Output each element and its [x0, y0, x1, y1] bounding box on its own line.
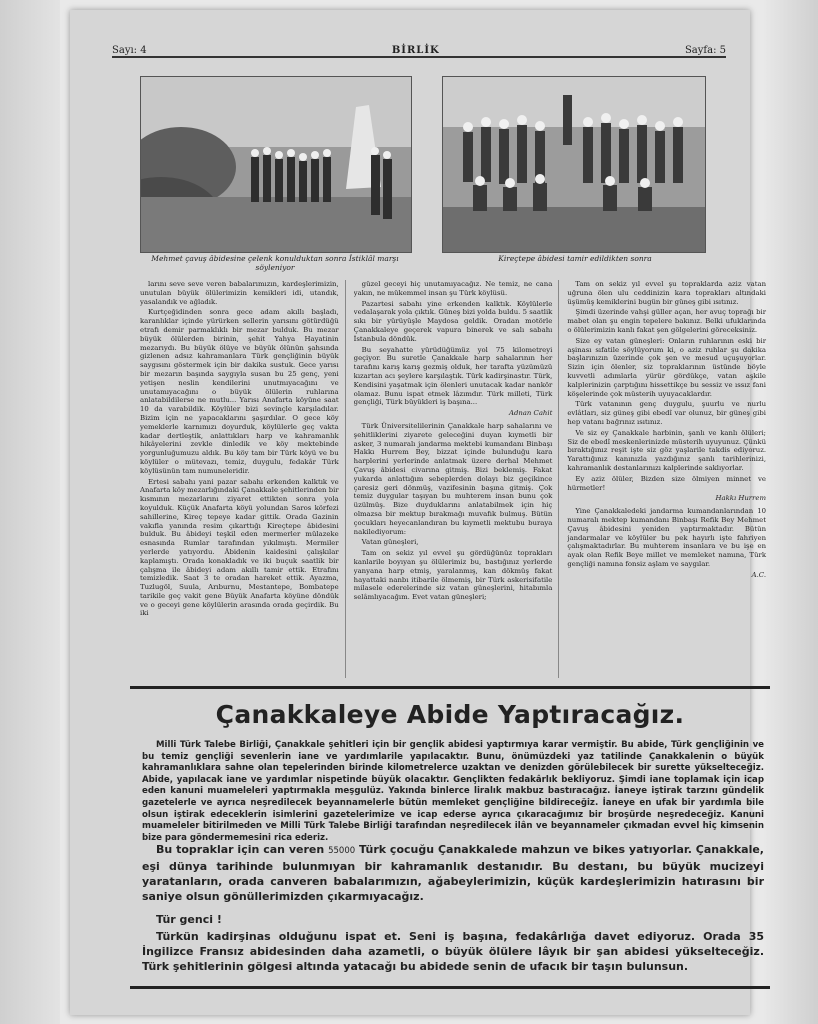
- article-column-1: [140, 280, 346, 678]
- article-column-2: [354, 280, 560, 678]
- photo-monument-ceremony: [140, 76, 412, 253]
- letter-signature: Hakkı Hurrem: [715, 494, 767, 503]
- paragraph: Vatan güneşleri,: [361, 538, 419, 547]
- article-columns: [140, 280, 772, 678]
- photo-caption-left: Mehmet çavuş âbidesine çelenk konulduktan sonra İstiklâl marşı söyleniyor: [151, 254, 399, 272]
- divider-bottom: [130, 986, 770, 989]
- divider-top: [130, 686, 770, 689]
- announcement-headline: Çanakkaleye Abide Yaptıracağız.: [215, 700, 685, 729]
- photo-caption-right: Kireçtepe âbidesi tamir edildikten sonra: [498, 254, 652, 263]
- left-margin-background: [0, 0, 60, 1024]
- paragraph: larını seve seve veren babalarımızın, kardeşlerimizin, unutulan büyük ölülerimizin kemikleri idi, utandık, yasalandık ve ağladık.: [140, 280, 339, 306]
- martyr-count: 55000: [328, 846, 356, 856]
- paragraph: Ertesi sabahı yani pazar sabahı erkenden kalktık ve Anafarta köy mezarlığındaki Çanakkale şehitlerinden bir kısmının mezarlarını ziyaret ettikten sonra yola koyulduk. Küçük Anafarta köyü yolundan Saros körfezi sahillerine, Kireç tepeye kadar gittik. Orada Gazinin vakıfla yanında resim çıkarttığı Kireçtepe âbidesini bulduk. Bu âbideyi teşkil eden mermerler mülazeke esnasında Rumlar tarafından yıkılmıştı. Mermiler yerlerde yatıyordu. Âbidenin kaidesini çalışkılar kaplamıştı. Orada konakladık ve iki buçuk saatlik bir çalışma ile âbideyi adam akıllı tamir ettik. Etrafını temizledik. Saat 3 te oradan hareket ettik. Ayazma, Tuzlugöl, Suula, Arıburnu, Mestantepe, Bombatepe tarikile geç vakit gene Büyük Anafarta köyüne döndük ve o geceyi gene köylülerin arasında orada geçirdik. Bu iki: [140, 477, 339, 618]
- article-column-3: [567, 280, 772, 678]
- initials-signature: A.C.: [751, 570, 767, 579]
- paragraph: Milli Türk Talebe Birliği, Çanakkale şehitleri için bir gençlik abidesi yaptırmıya karar vermiştir. Bu abide, Türk gençliğinin ve bu temiz gençliği sevenlerin iane ve yardımlarile yapılacaktır. Bunu, önümüzdeki yaz tatilinde Çanakkalenin o büyük kahramanlıklara sahne olan tepelerinden birinde kilometrelerce uzaktan ve denizden görülebilecek bir surette yükselteceğiz. Abide, yapılacak iane ve yardımlar nispetinde büyük olacaktır. Gençlikten fedakârlık bekliyoruz. Şimdi iane toplamak için icap eden kanuni muameleleri yaptırmakla meşgulüz. Yakında binlerce liralık makbuz bastıracağız. İaneye iştirak tarzını gündelik gazetelerle ve ayrıca neşredilecek beyannamelerle bütün memleket gençliğine bildireceğiz. İaneye en ufak bir yardımla bile olsun iştirak edeceklerin isimlerini gazetelerimize ve icap ederse ayrıca çıkaracağımız bir broşürde neşredeceğiz. Kanuni muameleler bitirilmeden ve Milli Türk Talebe Birliği tarafından neşredilecek ilân ve beyannameler çıkmadan evvel hiç kimsenin bize para göndermemesini rica ederiz.: [142, 740, 764, 843]
- paragraph: güzel geceyi hiç unutamıyacağız. Ne temiz, ne cana yakın, ne mükemmel insan şu Türk köylüsü.: [353, 280, 553, 297]
- appeal-text-end: Türk çocuğu Çanakkalede mahzun ve bikes yatıyorlar. Çanakkale, eşi dünya tarihinde bulunmıyan bir kahramanlık destanıdır. Bu destanı, bu büyük mucizeyi yaratanların, orada canveren babalarımızın, ağabeylerimizin, küçük kardeşlerimizin hatırasını bir saniye olsun gönüllerimizden çıkarmıyacağız.: [142, 843, 764, 903]
- paragraph: Pazartesi sabahı yine erkenden kalktık. Köylülerle vedalaşarak yola çıktık. Güneş bizi yolda buldu. 5 saatlik sıkı bir yürüyüşle Maydosa geldik. Oradan motörle Çanakkaleye geçerek vapura binerek ve salı sabahı İstanbula döndük.: [353, 299, 553, 343]
- issue-number: Sayı: 4: [112, 45, 147, 56]
- paragraph: Bu seyahatte yürüdüğümüz yol 75 kilometreyi geçiyor. Bu suretle Çanakkale harp sahalarının her tarafını karış karış gezmiş olduk, her tarafta yüzümüzü kızartan acı şeylere karşılaştık. Türk kadirşinastır. Türk, Kendisini yaşatmak için ölenleri unutacak kadar nankör olamaz. Bunu ispat etmek lâzımdır. Türk milleti, Türk gençliği, Türk büyükleri iş başına...: [353, 345, 553, 407]
- right-margin-background: [764, 0, 818, 1024]
- author-signature: Adnan Cahit: [508, 409, 553, 418]
- paragraph: Tam on sekiz yıl evvel şu topraklarda aziz vatan uğruna ölen ulu ceddinizin kara toprakları altındaki üşümüş kemiklerini bugün bir güneş gibi ısıtınız.: [567, 280, 767, 306]
- paragraph: Tam on sekiz yıl evvel şu gördüğünüz toprakları kanlarile boyıyan şu ölülerimiz bu, bastığınız yerlerde yanyana harp etmiş, yaralanmış, kan dökmüş fakat hayattaki nanbı itibarile ölmemiş, bir Türk askerisifatile milasele ederelerinde siz vatan güneşlerini, hitabımla selâmlıyacağım. Evet vatan güneşleri;: [353, 549, 553, 602]
- publication-name: BİRLİK: [391, 45, 440, 56]
- paragraph: Yine Çanakkaledeki jandarma kumandanlarından 10 numaralı mektep kumandanı Binbaşı Refik Bey Mehmet Çavuş âbidesini yeniden yaptırmaktadır. Bütün jandarmalar ve köylüler bu pek hayırlı işte fahriyen çalışmaktadırlar. Bu muhterem insanlara ve bu işe en ayak olan Refik Beye millet ve memleket namına, Türk gençliği namına fonsiz aşlam ve saygılar.: [567, 507, 767, 568]
- appeal-text-start: Bu topraklar için can veren: [156, 843, 325, 856]
- paragraph: Ve siz ey Çanakkale harbinin, şanlı ve kanlı ölüleri; Siz de ebedî meskenlerinizde müsterih uyuyunuz. Çünkü bıraktığınız reşit işte siz göz yaşlarile takdis ediyoruz. Yarattığınız kanınızla yazdığınız şanlı tarihlerinizi, kahramanlık destanlarınızı kalplerinde saklıyorlar.: [567, 428, 767, 472]
- greeting: Tür genci !: [156, 913, 222, 926]
- photo-group-after-repair: [442, 76, 706, 253]
- announcement-appeal: [142, 842, 764, 982]
- page-number: Sayfa: 5: [684, 45, 726, 56]
- paragraph: Türk vatanının genç duygulu, şuurlu ve nurlu evlâtları, siz güneş gibi ebedî var olunuz, bir güneş gibi hep vatanı bağrınız ısıtınız.: [567, 400, 767, 426]
- paragraph: Size ey vatan güneşleri: Onların ruhlarının eski bir aşinası sıfatile söylüyorum ki, o aziz ruhlar şu dakika başlarınızın üzerinde çok şen ve mesud uçuşuyorlar. Sizin için ölenler, siz topraklarının üstünde böyle kuvvetli adımlarla yürür gördükçe, vatan aşkile kalplerinizin çarptığını hissettikçe bu sessiz ve ıssız fani köşelerinde çok müsterih uyuyacaklardır.: [567, 336, 767, 398]
- page-header: [112, 38, 726, 58]
- paragraph: Türkün kadirşinas olduğunu ispat et. Seni iş başına, fedakârlığa davet ediyoruz. Orada 35 İngilizce Fransız abidesinden daha azametli, o büyük ölülere lâyık bir şan abidesi yükselteceğiz. Türk şehitlerinin gölgesi altında yatacağı bu abidede senin de ufacık bir taşın bulunsun.: [142, 930, 764, 973]
- paragraph: Ey aziz ölüler, Bizden size ölmiyen minnet ve hürmetler!: [567, 474, 767, 492]
- announcement-body: [142, 740, 764, 844]
- paragraph: Kurtçeğidinden sonra gece adam akıllı başladı, karanlıklar içinde yürürken sellerin yarısını götürdüğü etrafı demir parmaklıklı bir mezar bulduk. Bu mezar büyük ölülerden birinin, şehit Yahya Hayatinin mezarıydı. Bu büyük ölüye ve büyük ölünün şahsında gizlenen adsız kahramanlara Türk gençliğinin büyük saygısını göstermek için bir dakika sustuk. Gece yarısı bir mezarın başında saygıyla susan bu 25 genç, yeni yetişen neslin kendilerini unutmıyacağını ve unutamıyacağını o büyük ölülerin ruhlarına anlatabildilerse ne mutlu... Yarısı Anafarta köyüne saat 10 da varabildik. Köylüler bizi sevinçle karşıladılar. Bizim için ne yapacaklarını şaşırdılar. O gece köy yemeklerle karnımızı doyurduk, köylülerle geç vakta kadar dertleştik, anlattıkları harp ve kahramanlık hikâyelerini zevkle dinledik ve köy mektebinde yorgunluğumuzu aldık. Bu köy tam bir Türk köyü ve bu köylüler o mütevazı, temiz, duygulu, fedakâr Türk köylüsünün tam numuneleridir.: [140, 308, 339, 475]
- paragraph: [142, 842, 764, 904]
- paragraph: Şimdi üzerinde vahşi güller açan, her avuç toprağı bir mabet olan şu engin tepelere bakınız. Belki ufuklarında o ölülerimizin kanlı fakat şen gölgelerini göreceksiniz.: [567, 308, 767, 334]
- paragraph: Türk Üniversitelilerinin Çanakkale harp sahalarını ve şehitliklerini ziyarete geleceğini duyan kıymetli bir asker, 3 numaralı jandarma mektebi kumandanı Binbaşı Hakkı Hurrem Bey, bizzat içinde bulunduğu kara harplerini yerlerinde anlatmak üzere derhal Mehmet Çavuş âbidesi civarına gitmiş. Bizi beklemiş. Fakat yukarda anlattığım sebeplerden dolayı biz geçikince çaresiz geri dönmüş, vazifesinin başına gitmiş. Çok temiz duygular taşıyan bu muhterem insan bunu çok üzülmüş. Bize duyduklarını anlatabilmek için hiç olmazsa bir mektup bırakmağı muvafık bulmuş. Bütün çocukları heyecanlandıran bu kıymetli mektubu buraya nakilediyorum:: [353, 421, 553, 536]
- newspaper-page: [70, 10, 767, 1015]
